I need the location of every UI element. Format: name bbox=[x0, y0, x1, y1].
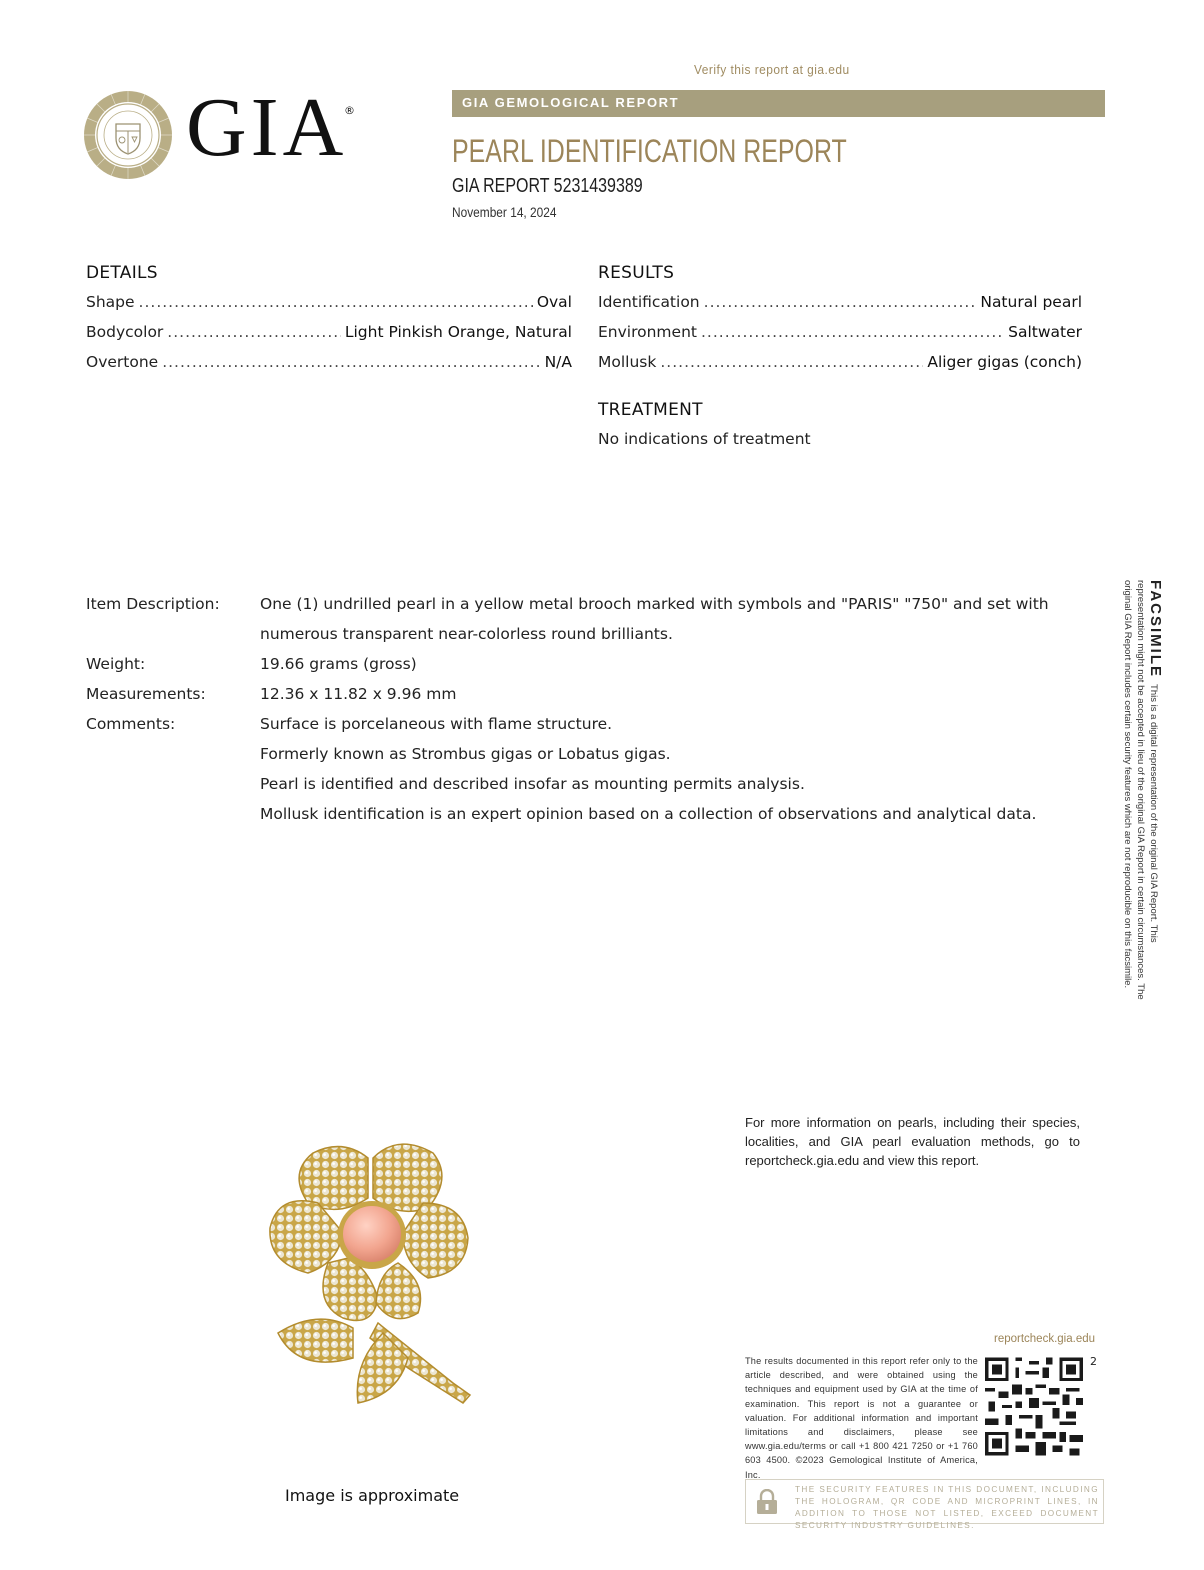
treatment-text: No indications of treatment bbox=[598, 430, 811, 448]
page-number: 2 bbox=[1090, 1355, 1097, 1368]
results-row-identification bbox=[598, 293, 1082, 323]
leader-dots bbox=[704, 293, 977, 311]
treatment-heading: TREATMENT bbox=[598, 400, 703, 420]
facsimile-title: FACSIMILE bbox=[1147, 580, 1164, 679]
report-date: November 14, 2024 bbox=[452, 204, 557, 220]
details-label: Bodycolor bbox=[86, 323, 164, 341]
details-value: Light Pinkish Orange, Natural bbox=[344, 323, 572, 341]
registered-mark: ® bbox=[344, 104, 355, 117]
treatment-section bbox=[598, 400, 1082, 448]
comment-line: Surface is porcelaneous with flame structure. bbox=[260, 715, 613, 733]
weight-label: Weight: bbox=[86, 655, 146, 673]
leader-dots bbox=[139, 293, 533, 311]
comment-line: Pearl is identified and described insofar as mounting permits analysis. bbox=[260, 775, 805, 793]
details-value: Oval bbox=[536, 293, 572, 311]
weight-row bbox=[86, 651, 1086, 681]
leader-dots bbox=[701, 323, 1004, 341]
comment-line: Mollusk identification is an expert opinion based on a collection of observations and analytical data. bbox=[260, 805, 1037, 823]
leader-dots bbox=[660, 353, 923, 371]
measurements-value: 12.36 x 11.82 x 9.96 mm bbox=[260, 685, 457, 703]
description-label: Item Description: bbox=[86, 595, 220, 613]
measurements-row bbox=[86, 681, 1086, 711]
report-title: PEARL IDENTIFICATION REPORT bbox=[452, 133, 847, 169]
report-banner-label: GIA GEMOLOGICAL REPORT bbox=[462, 95, 680, 110]
results-row-environment bbox=[598, 323, 1082, 353]
results-value: Aliger gigas (conch) bbox=[927, 353, 1082, 371]
description-line: numerous transparent near-colorless round brilliants. bbox=[260, 625, 673, 643]
description-line: One (1) undrilled pearl in a yellow metal brooch marked with symbols and "PARIS" "750" and set with bbox=[260, 595, 1049, 613]
more-info-text: For more information on pearls, including their species, localities, and GIA pearl evaluation methods, go to reportcheck.gia.edu and view this report. bbox=[745, 1115, 1080, 1168]
details-row-overtone bbox=[86, 353, 572, 383]
image-caption: Image is approximate bbox=[285, 1486, 460, 1505]
gia-seal-icon bbox=[83, 90, 173, 180]
brooch-image bbox=[258, 1133, 490, 1415]
results-value: Natural pearl bbox=[980, 293, 1082, 311]
measurements-label: Measurements: bbox=[86, 685, 206, 703]
results-heading: RESULTS bbox=[598, 263, 675, 283]
comment-line: Formerly known as Strombus gigas or Lobatus gigas. bbox=[260, 745, 671, 763]
report-number: GIA REPORT 5231439389 bbox=[452, 175, 643, 197]
comments-label: Comments: bbox=[86, 715, 176, 733]
facsimile-notice bbox=[1112, 580, 1162, 1005]
results-section bbox=[598, 263, 1082, 383]
results-label: Environment bbox=[598, 323, 697, 341]
details-row-bodycolor bbox=[86, 323, 572, 353]
item-description-table bbox=[86, 591, 1086, 831]
legal-disclaimer: The results documented in this report refer only to the article described, and were obtained using the techniques and equipment used by GIA at the time of examination. This report is not a guarantee or valuation. For additional information and important limitations and disclaimers, please see www.gia.edu/terms or call +1 800 421 7250 or +1 760 603 4500. ©2023 Gemological Institute of America, Inc. bbox=[745, 1356, 978, 1480]
results-value: Saltwater bbox=[1008, 323, 1082, 341]
details-section bbox=[86, 263, 572, 383]
leader-dots bbox=[167, 323, 341, 341]
details-row-shape bbox=[86, 293, 572, 323]
leader-dots bbox=[162, 353, 540, 371]
details-value: N/A bbox=[544, 353, 572, 371]
details-label: Overtone bbox=[86, 353, 159, 371]
facsimile-text: This is a digital representation of the original GIA Report. This representation might not be accepted in lieu of the original GIA Report in certain circumstances. The original GIA Report includes certain security features which are not reproducible on this facsimile. bbox=[1122, 580, 1159, 1000]
gia-logo: GIA bbox=[186, 81, 348, 174]
weight-value: 19.66 grams (gross) bbox=[260, 655, 417, 673]
details-label: Shape bbox=[86, 293, 135, 311]
results-row-mollusk bbox=[598, 353, 1082, 383]
results-label: Mollusk bbox=[598, 353, 657, 371]
comments-row bbox=[86, 711, 1086, 831]
reportcheck-link[interactable]: reportcheck.gia.edu bbox=[994, 1333, 1096, 1345]
qr-code-icon[interactable] bbox=[985, 1355, 1083, 1458]
description-row bbox=[86, 591, 1086, 651]
results-label: Identification bbox=[598, 293, 700, 311]
security-text: THE SECURITY FEATURES IN THIS DOCUMENT, INCLUDING THE HOLOGRAM, QR CODE AND MICROPRINT LINES, IN ADDITION TO THOSE NOT LISTED, EXCEED DOCUMENT SECURITY INDUSTRY GUIDELINES. bbox=[795, 1485, 1099, 1530]
details-heading: DETAILS bbox=[86, 263, 158, 283]
lock-icon bbox=[756, 1489, 778, 1515]
verify-link[interactable]: Verify this report at gia.edu bbox=[694, 62, 850, 77]
